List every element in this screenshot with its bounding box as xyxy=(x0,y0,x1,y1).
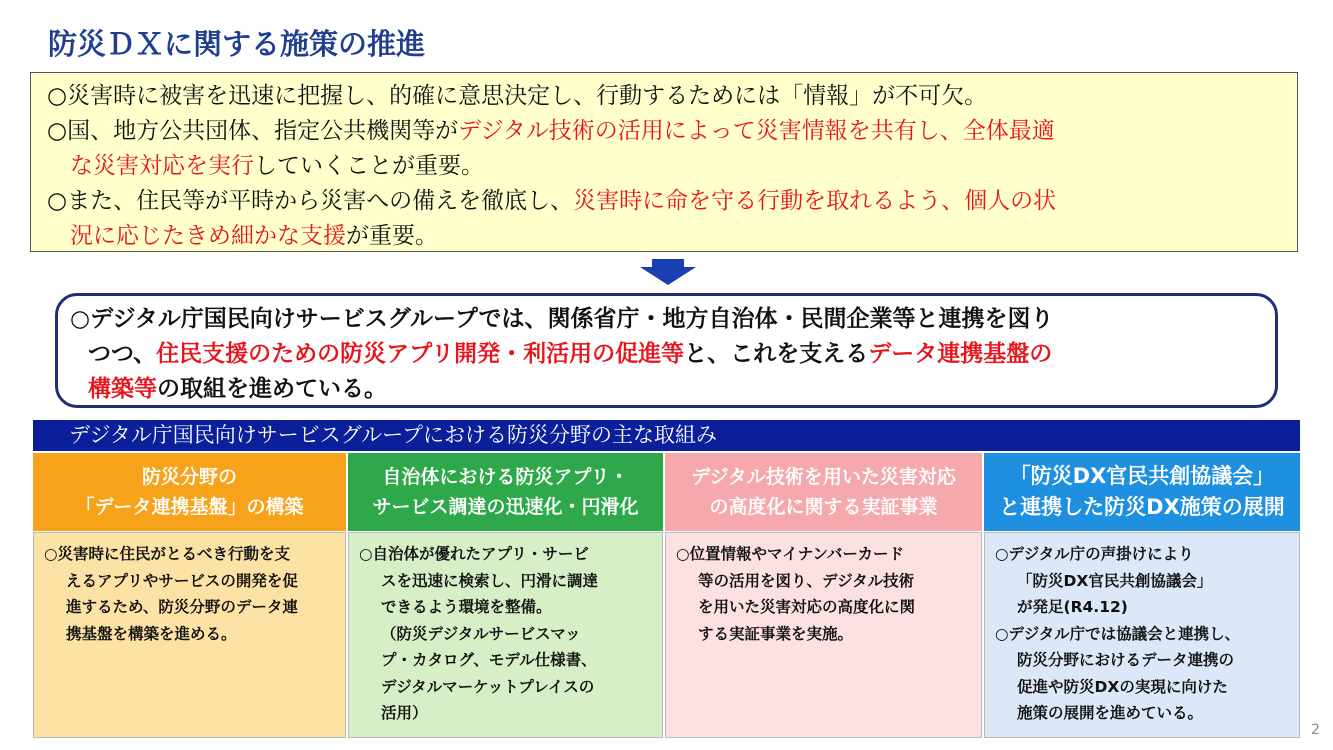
body-line: する実証事業を実施。 xyxy=(698,624,854,643)
summary-highlight: 況に応じたきめ細かな支援 xyxy=(70,223,346,249)
body-line: えるアプリやサービスの開発を促 xyxy=(66,571,298,590)
body-line: 防災分野におけるデータ連携の xyxy=(1017,651,1235,669)
focus-statement-box xyxy=(55,293,1278,408)
header-line: 「防災DX官民共創協議会」 xyxy=(1009,464,1275,488)
summary-line-3 xyxy=(47,149,1287,184)
body-line: 進するため、防災分野のデータ連 xyxy=(66,598,298,616)
body-line: ○災害時に住民がとるべき行動を支 xyxy=(44,545,291,563)
summary-line-4 xyxy=(47,184,1287,219)
focus-line-1: ○デジタル庁国民向けサービスグループでは、関係省庁・地方自治体・民間企業等と連携を図り xyxy=(70,306,1054,332)
body-line: ○位置情報やマイナンバーカード xyxy=(676,545,905,563)
body-line: 促進や防災DXの実現に向けた xyxy=(1017,677,1228,696)
summary-box xyxy=(30,72,1298,252)
page-number: 2 xyxy=(1311,722,1320,738)
focus-text: の取組を進めている。 xyxy=(157,376,387,402)
initiative-header-demonstration xyxy=(665,453,982,531)
focus-highlight: データ連携基盤の xyxy=(868,341,1053,367)
summary-line-2 xyxy=(47,114,1287,149)
body-line: を用いた災害対応の高度化に関 xyxy=(698,598,916,616)
initiative-body-procurement xyxy=(348,532,663,738)
focus-line-2 xyxy=(70,337,1265,372)
header-line: サービス調達の迅速化・円滑化 xyxy=(372,496,639,518)
body-line: デジタルマーケットプレイスの xyxy=(381,677,595,696)
initiative-header-council xyxy=(984,453,1300,531)
summary-text: ○国、地方公共団体、指定公共機関等が xyxy=(47,118,459,144)
body-line: 施策の展開を進めている。 xyxy=(1017,704,1204,722)
header-line: 自治体における防災アプリ・ xyxy=(382,466,629,488)
initiative-header-data-platform xyxy=(33,453,346,531)
focus-highlight: 構築等 xyxy=(88,376,157,402)
body-line: ○自治体が優れたアプリ・サービ xyxy=(359,545,589,563)
body-line: できるよう環境を整備。 xyxy=(381,598,552,616)
body-line: スを迅速に検索し、円滑に調達 xyxy=(381,571,599,590)
summary-text: ○また、住民等が平時から災害への備えを徹底し、 xyxy=(47,188,574,214)
focus-text: と、これを支える xyxy=(684,341,869,367)
initiative-body-data-platform xyxy=(33,532,346,738)
body-line: 等の活用を図り、デジタル技術 xyxy=(698,571,915,590)
body-line: ○デジタル庁の声掛けにより xyxy=(995,545,1194,563)
page-title: 防災ＤＸに関する施策の推進 xyxy=(48,27,426,61)
summary-highlight: 災害時に命を守る行動を取れるよう、個人の状 xyxy=(573,188,1057,214)
header-line: デジタル技術を用いた災害対応 xyxy=(691,466,956,488)
header-line: と連携した防災DX施策の展開 xyxy=(999,495,1285,519)
summary-line-1: ○災害時に被害を迅速に把握し、的確に意思決定し、行動するためには「情報」が不可欠。 xyxy=(47,83,988,109)
body-line: 「防災DX官民共創協議会」 xyxy=(1017,571,1213,590)
focus-text: つつ、 xyxy=(88,341,157,367)
body-line: （防災デジタルサービスマッ xyxy=(381,624,581,643)
initiatives-band-title: デジタル庁国民向けサービスグループにおける防災分野の主な取組み xyxy=(33,420,1300,451)
down-arrow-icon xyxy=(640,259,696,285)
body-line: が発足(R4.12) xyxy=(1017,598,1128,616)
focus-line-3 xyxy=(70,372,1265,407)
summary-line-5 xyxy=(47,219,1287,254)
summary-text: が重要。 xyxy=(346,223,438,249)
body-line: 携基盤を構築を進める。 xyxy=(66,624,237,643)
header-line: 防災分野の xyxy=(141,466,237,488)
initiative-header-procurement xyxy=(348,453,663,531)
summary-text: していくことが重要。 xyxy=(254,153,484,179)
header-line: の高度化に関する実証事業 xyxy=(709,496,938,518)
focus-highlight: 住民支援のための防災アプリ開発・利活用の促進等 xyxy=(156,341,685,367)
initiative-body-council xyxy=(984,532,1300,738)
body-line: プ・カタログ、モデル仕様書、 xyxy=(381,651,597,669)
summary-highlight: デジタル技術の活用によって災害情報を共有し、全体最適 xyxy=(458,118,1055,144)
initiative-body-demonstration xyxy=(665,532,982,738)
body-line: ○デジタル庁では協議会と連携し、 xyxy=(995,624,1241,643)
header-line: 「データ連携基盤」の構築 xyxy=(75,496,304,518)
body-line: 活用） xyxy=(381,704,428,722)
summary-highlight: な災害対応を実行 xyxy=(70,153,254,179)
